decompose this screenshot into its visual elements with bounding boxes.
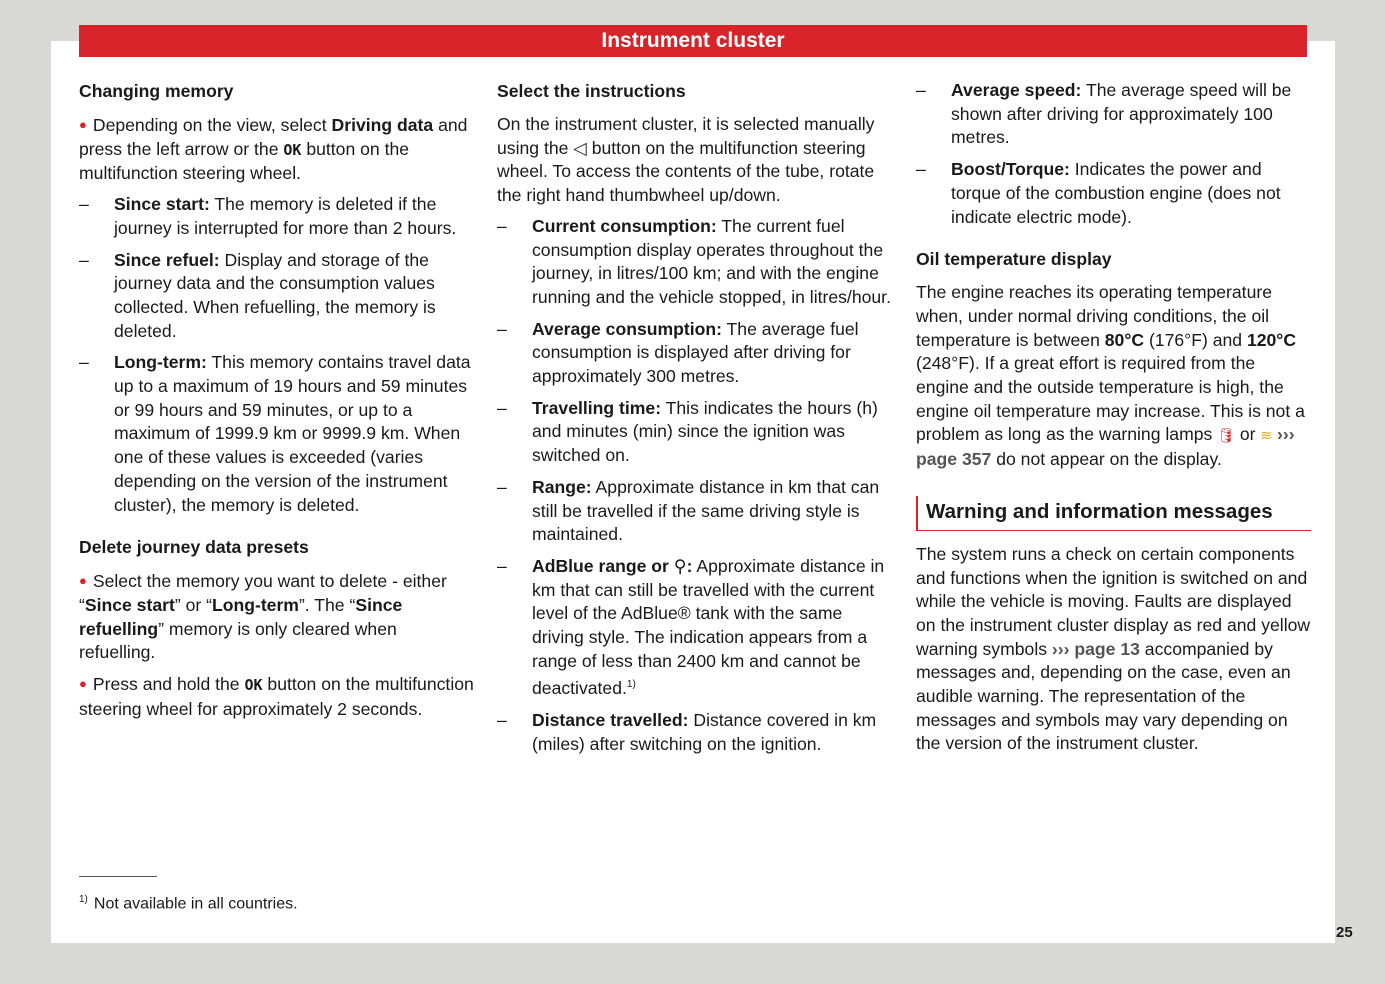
ok-button-icon: OK	[244, 676, 263, 695]
list-item-average-consumption: – Average consumption: The average fuel consumption is displayed after driving for approximately 300 metres.	[497, 318, 859, 387]
page-ref-13[interactable]: ››› page 13	[1051, 638, 1140, 659]
list-item-average-speed: – Average speed: The average speed will be shown after driving for approximately 100 metres.	[916, 80, 1292, 148]
oil-warning-icon: 🛢	[1217, 427, 1235, 444]
page-number: 25	[1336, 924, 1353, 941]
paragraph-select-driving-data: ● Depending on the view, select Driving data and press the left arrow or the OK button on the multifunction steering wheel.	[79, 115, 468, 184]
page-header: Instrument cluster	[79, 25, 1307, 57]
page-ref-357[interactable]: ››› page 357	[916, 424, 1295, 470]
bullet-icon: ●	[79, 573, 87, 589]
list-item-adblue-range: – AdBlue range or ⚲: Approximate distance in km that can still be travelled with the current level of the AdBlue® tank with the same driving style. The indication appears from a range of less than 2400 km and cannot be deactivated.$^{1)}$	[497, 555, 885, 699]
paragraph-press-hold-ok: ● Press and hold the OK button on the multifunction steering wheel for approximately 2 seconds.	[79, 674, 474, 719]
heading-changing-memory: Changing memory	[79, 81, 234, 101]
list-item-since-start: – Since start: The memory is deleted if the journey is interrupted for more than 2 hours.	[79, 194, 457, 238]
heading-delete-presets: Delete journey data presets	[79, 537, 309, 558]
list-item-range: – Range: Approximate distance in km that can still be travelled if the same driving style is maintained.	[497, 476, 880, 545]
footnote: $^{1)}$ Not available in all countries.	[79, 894, 298, 913]
footnote-divider	[79, 876, 157, 877]
footnote-ref: 1)	[626, 679, 636, 691]
heading-select-instructions: Select the instructions	[497, 81, 686, 101]
adblue-icon: ⚲	[673, 555, 687, 576]
paragraph-instrument-cluster: On the instrument cluster, it is selected manually using the ◁ button on the multifunction steering wheel. To access the contents of the tube, rotate the right hand thumbwheel up/down.	[497, 114, 875, 206]
list-item-current-consumption: – Current consumption: The current fuel consumption display operates throughout the journey, in litres/100 km; and with the engine running and the vehicle stopped, in litres/hour.	[497, 215, 891, 307]
list-item-distance-travelled: – Distance travelled: Distance covered in km (miles) after switching on the ignition.	[497, 710, 877, 754]
list-item-since-refuel: – Since refuel: Display and storage of the journey data and the consumption values collected. When refuelling, the memory is deleted.	[79, 249, 436, 341]
ok-button-icon: OK	[283, 140, 302, 159]
list-item-travelling-time: – Travelling time: This indicates the hours (h) and minutes (min) since the ignition was switched on.	[497, 397, 878, 466]
paragraph-warning-messages: The system runs a check on certain components and functions when the ignition is switched on and while the vehicle is moving. Faults are displayed on the instrument cluster display as red and yellow warning symbols ››› page 13 accompanied by messages and, depending on the case, even an audible warning. The representation of the messages and symbols may vary depending on the version of the instrument cluster.	[916, 543, 1311, 754]
paragraph-select-memory: ● Select the memory you want to delete - either “Since start” or “Long-term”. The “Since refuelling” memory is only cleared when refuelling.	[79, 571, 447, 663]
section-title-warning-messages: Warning and information messages	[916, 496, 1311, 531]
column-3	[916, 79, 1311, 763]
paragraph-oil-temperature: The engine reaches its operating temperature when, under normal driving conditions, the oil temperature is between 80°C (176°F) and 120°C (248°F). If a great effort is required from the engine and the outside temperature is high, the engine oil temperature may increase. This is not a problem as long as the warning lamps 🛢 or ≋ ››› page 357 do not appear on the display.	[916, 282, 1305, 470]
bullet-icon: ●	[79, 676, 87, 692]
oil-level-icon: ≋	[1260, 427, 1273, 444]
column-1	[79, 79, 474, 728]
list-item-boost-torque: – Boost/Torque: Indicates the power and torque of the combustion engine (does not indicate electric mode).	[916, 159, 1281, 227]
column-2	[497, 79, 892, 764]
list-item-long-term: – Long-term: This memory contains travel data up to a maximum of 19 hours and 59 minutes or 99 hours and 59 minutes, or up to a maximum of 1999.9 km or 9999.9 km. When one of these values is exceeded (varies depending on the version of the instrument cluster), the memory is deleted.	[79, 352, 471, 515]
heading-oil-temperature: Oil temperature display	[916, 249, 1112, 270]
bullet-icon: ●	[79, 117, 87, 132]
